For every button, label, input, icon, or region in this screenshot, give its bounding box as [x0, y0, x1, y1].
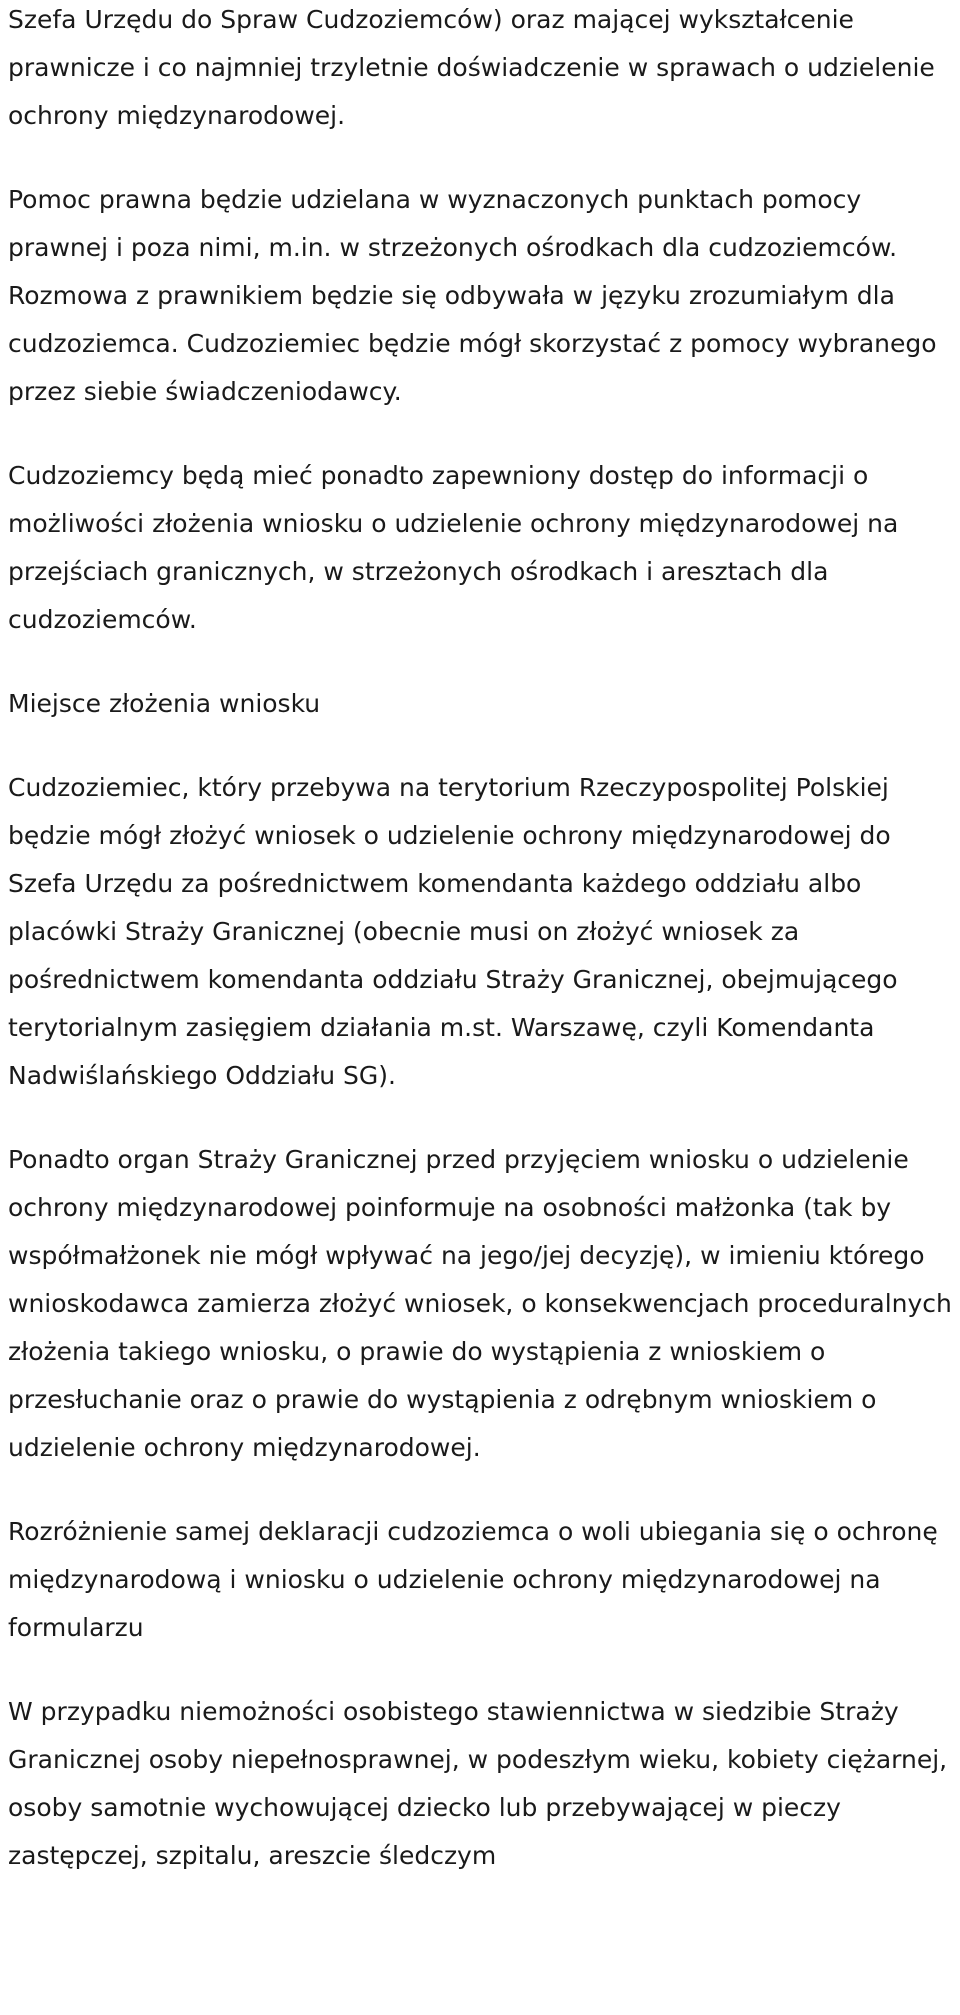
paragraph-legal-aid-locations: Pomoc prawna będzie udzielana w wyznaczonych punktach pomocy prawnej i poza nimi, m.in. w strzeżonych ośrodkach dla cudzoziemców. Rozmowa z prawnikiem będzie się odbywała w języku zrozumiałym dla cudzoziemca. Cudzoziemiec będzie mógł skorzystać z pomocy wybranego przez siebie świadczeniodawcy. — [8, 185, 937, 406]
paragraph-personal-appearance: W przypadku niemożności osobistego stawiennictwa w siedzibie Straży Granicznej osoby niepełnosprawnej, w podeszłym wieku, kobiety ciężarnej, osoby samotnie wychowującej dziecko lub przebywającej w pieczy zastępczej, szpitalu, areszcie śledczym — [8, 1697, 948, 1870]
section-heading-application-place: Miejsce złożenia wniosku — [8, 689, 321, 718]
article-body — [8, 0, 952, 1916]
paragraph-application-submission: Cudzoziemiec, który przebywa na terytorium Rzeczypospolitej Polskiej będzie mógł złożyć wniosek o udzielenie ochrony międzynarodowej do Szefa Urzędu za pośrednictwem komendanta każdego oddziału albo placówki Straży Granicznej (obecnie musi on złożyć wniosek za pośrednictwem komendanta oddziału Straży Granicznej, obejmującego terytorialnym zasięgiem działania m.st. Warszawę, czyli Komendanta Nadwiślańskiego Oddziału SG). — [8, 773, 898, 1090]
paragraph-spouse-information: Ponadto organ Straży Granicznej przed przyjęciem wniosku o udzielenie ochrony międzynarodowej poinformuje na osobności małżonka (tak by współmałżonek nie mógł wpływać na jego/jej decyzję), w imieniu którego wnioskodawca zamierza złożyć wniosek, o konsekwencjach proceduralnych złożenia takiego wniosku, o prawie do wystąpienia z wnioskiem o przesłuchanie oraz o prawie do wystąpienia z odrębnym wnioskiem o udzielenie ochrony międzynarodowej. — [8, 1145, 952, 1462]
paragraph-legal-aid-qualifications: Szefa Urzędu do Spraw Cudzoziemców) oraz mającej wykształcenie prawnicze i co najmniej trzyletnie doświadczenie w sprawach o udzielenie ochrony międzynarodowej. — [8, 5, 935, 130]
paragraph-information-access: Cudzoziemcy będą mieć ponadto zapewniony dostęp do informacji o możliwości złożenia wniosku o udzielenie ochrony międzynarodowej na przejściach granicznych, w strzeżonych ośrodkach i aresztach dla cudzoziemców. — [8, 461, 899, 634]
paragraph-declaration-distinction: Rozróżnienie samej deklaracji cudzoziemca o woli ubiegania się o ochronę międzynarodową i wniosku o udzielenie ochrony międzynarodowej na formularzu — [8, 1517, 938, 1642]
